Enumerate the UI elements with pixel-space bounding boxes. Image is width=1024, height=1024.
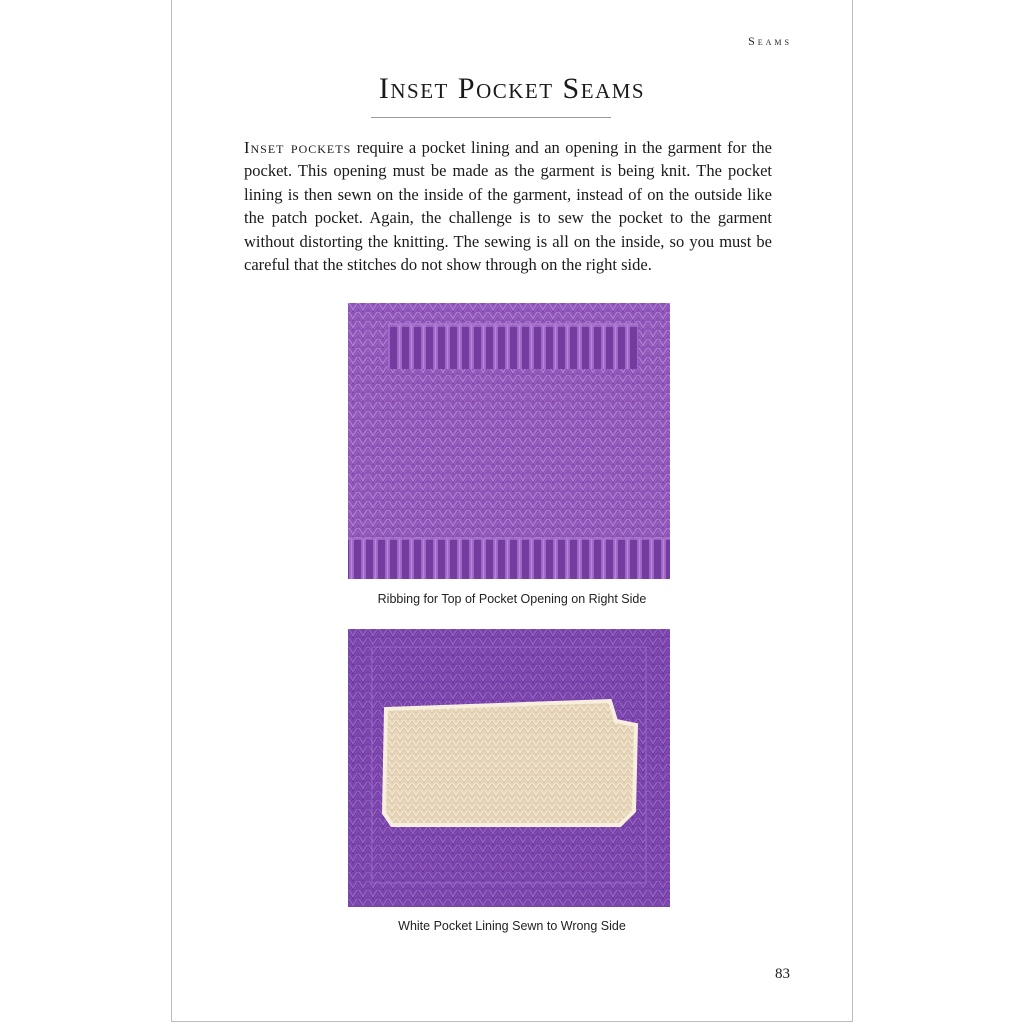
ribbing-photo [348, 303, 670, 579]
running-head: Seams [748, 34, 792, 48]
body-text: require a pocket lining and an opening in the garment for the pocket. This opening must be made as the garment is being knit. The pocket lining is then sewn on the inside of the garment, instead of on the outside like the patch pocket. Again, the challenge is to sew the pocket to the garment without distorting the knitting. The sewing is all on the inside, so you must be careful that the stitches do not show through on the right side. [244, 138, 772, 275]
lead-in: Inset pockets [244, 138, 352, 157]
figure-caption-2: White Pocket Lining Sewn to Wrong Side [398, 919, 626, 933]
title-rule [371, 117, 611, 118]
body-paragraph [244, 136, 772, 276]
page-title: Inset Pocket Seams [378, 72, 646, 105]
figure-caption-1: Ribbing for Top of Pocket Opening on Right Side [377, 592, 647, 606]
pocket-lining-photo [348, 629, 670, 907]
page-number: 83 [775, 966, 790, 982]
book-page [171, 0, 853, 1022]
